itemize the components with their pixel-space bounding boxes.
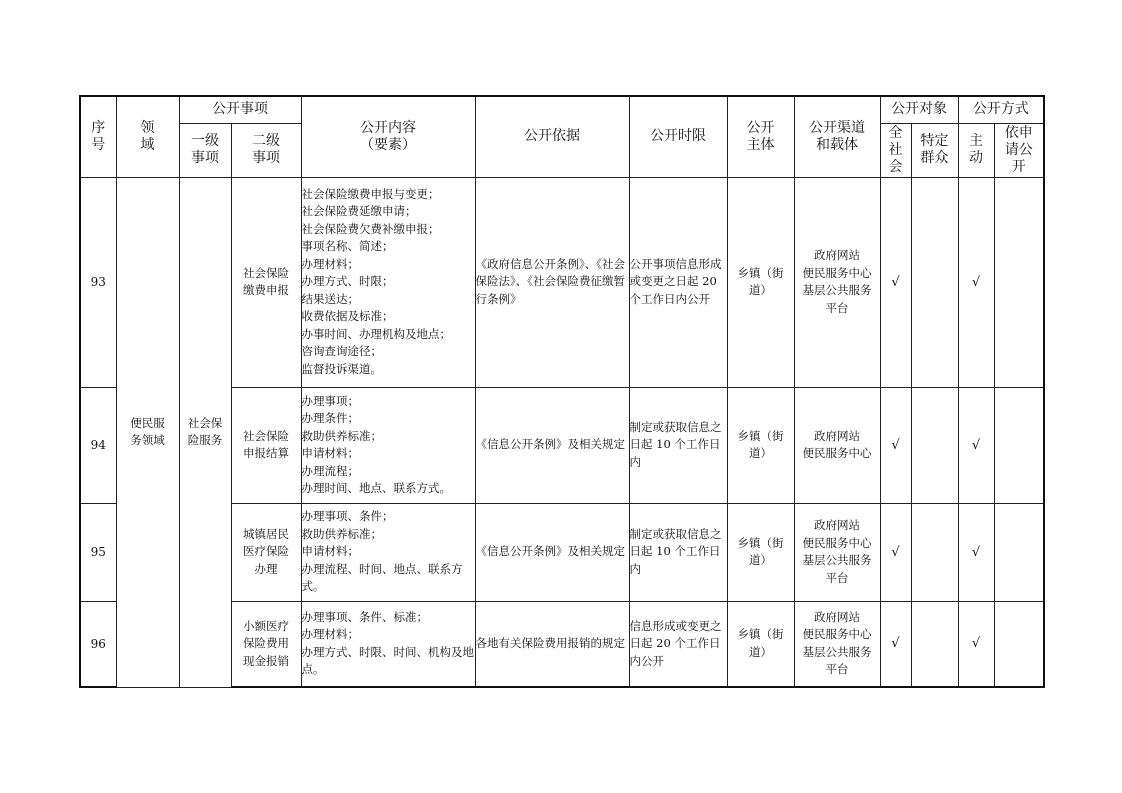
- proactive-check: √: [958, 503, 994, 601]
- time-limit-cell: 公开事项信息形成或变更之日起 20 个工作日内公开: [629, 177, 727, 387]
- on-request-check: [994, 387, 1044, 503]
- proactive-check: √: [958, 601, 994, 687]
- header-on-request: 依申 请公 开: [994, 123, 1044, 177]
- on-request-check: [994, 601, 1044, 687]
- header-time-limit: 公开时限: [629, 96, 727, 177]
- subject-cell: 乡镇（街 道）: [727, 177, 794, 387]
- time-limit-cell: 信息形成或变更之日起 20 个工作日内公开: [629, 601, 727, 687]
- header-method-group: 公开方式: [958, 96, 1044, 123]
- level1-cell: 社会保 险服务: [179, 177, 231, 687]
- time-limit-cell: 制定或获取信息之日起 10 个工作日内: [629, 387, 727, 503]
- header-specific-group: 特定 群众: [911, 123, 958, 177]
- specific-group-check: [911, 387, 958, 503]
- header-all-society: 全 社 会: [880, 123, 911, 177]
- specific-group-check: [911, 601, 958, 687]
- channel-cell: 政府网站 便民服务中心: [794, 387, 880, 503]
- proactive-check: √: [958, 177, 994, 387]
- header-seq: 序 号: [80, 96, 116, 177]
- row-seq: 94: [80, 387, 116, 503]
- all-society-check: √: [880, 177, 911, 387]
- row-seq: 93: [80, 177, 116, 387]
- row-seq: 95: [80, 503, 116, 601]
- time-limit-cell: 制定或获取信息之日起 10 个工作日内: [629, 503, 727, 601]
- content-cell: 办理事项； 办理条件； 救助供养标准； 申请材料； 办理流程； 办理时间、地点、联系方式。: [301, 387, 475, 503]
- subject-cell: 乡镇（街 道）: [727, 601, 794, 687]
- subject-cell: 乡镇（街 道）: [727, 387, 794, 503]
- header-basis: 公开依据: [475, 96, 629, 177]
- channel-cell: 政府网站 便民服务中心 基层公共服务 平台: [794, 601, 880, 687]
- level2-cell: 小额医疗 保险费用 现金报销: [231, 601, 301, 687]
- domain-cell: 便民服 务领域: [116, 177, 179, 687]
- on-request-check: [994, 503, 1044, 601]
- header-domain: 领 域: [116, 96, 179, 177]
- specific-group-check: [911, 503, 958, 601]
- header-item-group: 公开事项: [179, 96, 301, 123]
- on-request-check: [994, 177, 1044, 387]
- basis-cell: 《信息公开条例》及相关规定: [475, 503, 629, 601]
- disclosure-table: [79, 95, 1045, 688]
- channel-cell: 政府网站 便民服务中心 基层公共服务 平台: [794, 177, 880, 387]
- content-cell: 办理事项、条件； 救助供养标准； 申请材料； 办理流程、时间、地点、联系方式。: [301, 503, 475, 601]
- channel-cell: 政府网站 便民服务中心 基层公共服务 平台: [794, 503, 880, 601]
- basis-cell: 各地有关保险费用报销的规定: [475, 601, 629, 687]
- specific-group-check: [911, 177, 958, 387]
- basis-cell: 《政府信息公开条例》、《社会保险法》、《社会保险费征缴暂行条例》: [475, 177, 629, 387]
- basis-cell: 《信息公开条例》及相关规定: [475, 387, 629, 503]
- proactive-check: √: [958, 387, 994, 503]
- header-content: 公开内容 （要素）: [301, 96, 475, 177]
- all-society-check: √: [880, 601, 911, 687]
- header-subject: 公开 主体: [727, 96, 794, 177]
- content-cell: 办理事项、条件、标准； 办理材料； 办理方式、时限、时间、机构及地点。: [301, 601, 475, 687]
- all-society-check: √: [880, 503, 911, 601]
- header-level1: 一级 事项: [179, 123, 231, 177]
- header-target-group: 公开对象: [880, 96, 958, 123]
- subject-cell: 乡镇（街 道）: [727, 503, 794, 601]
- level2-cell: 社会保险 缴费申报: [231, 177, 301, 387]
- all-society-check: √: [880, 387, 911, 503]
- table-row: [80, 177, 1044, 387]
- header-proactive: 主 动: [958, 123, 994, 177]
- header-level2: 二级 事项: [231, 123, 301, 177]
- header-channel: 公开渠道 和载体: [794, 96, 880, 177]
- level2-cell: 社会保险 申报结算: [231, 387, 301, 503]
- content-cell: 社会保险缴费申报与变更； 社会保险费延缴申请； 社会保险费欠费补缴申报； 事项名称、简述； 办理材料； 办理方式、时限； 结果送达； 收费依据及标准； 办事时间、办理机构及地点； 咨询查询途径； 监督投诉渠道。: [301, 177, 475, 387]
- level2-cell: 城镇居民 医疗保险 办理: [231, 503, 301, 601]
- row-seq: 96: [80, 601, 116, 687]
